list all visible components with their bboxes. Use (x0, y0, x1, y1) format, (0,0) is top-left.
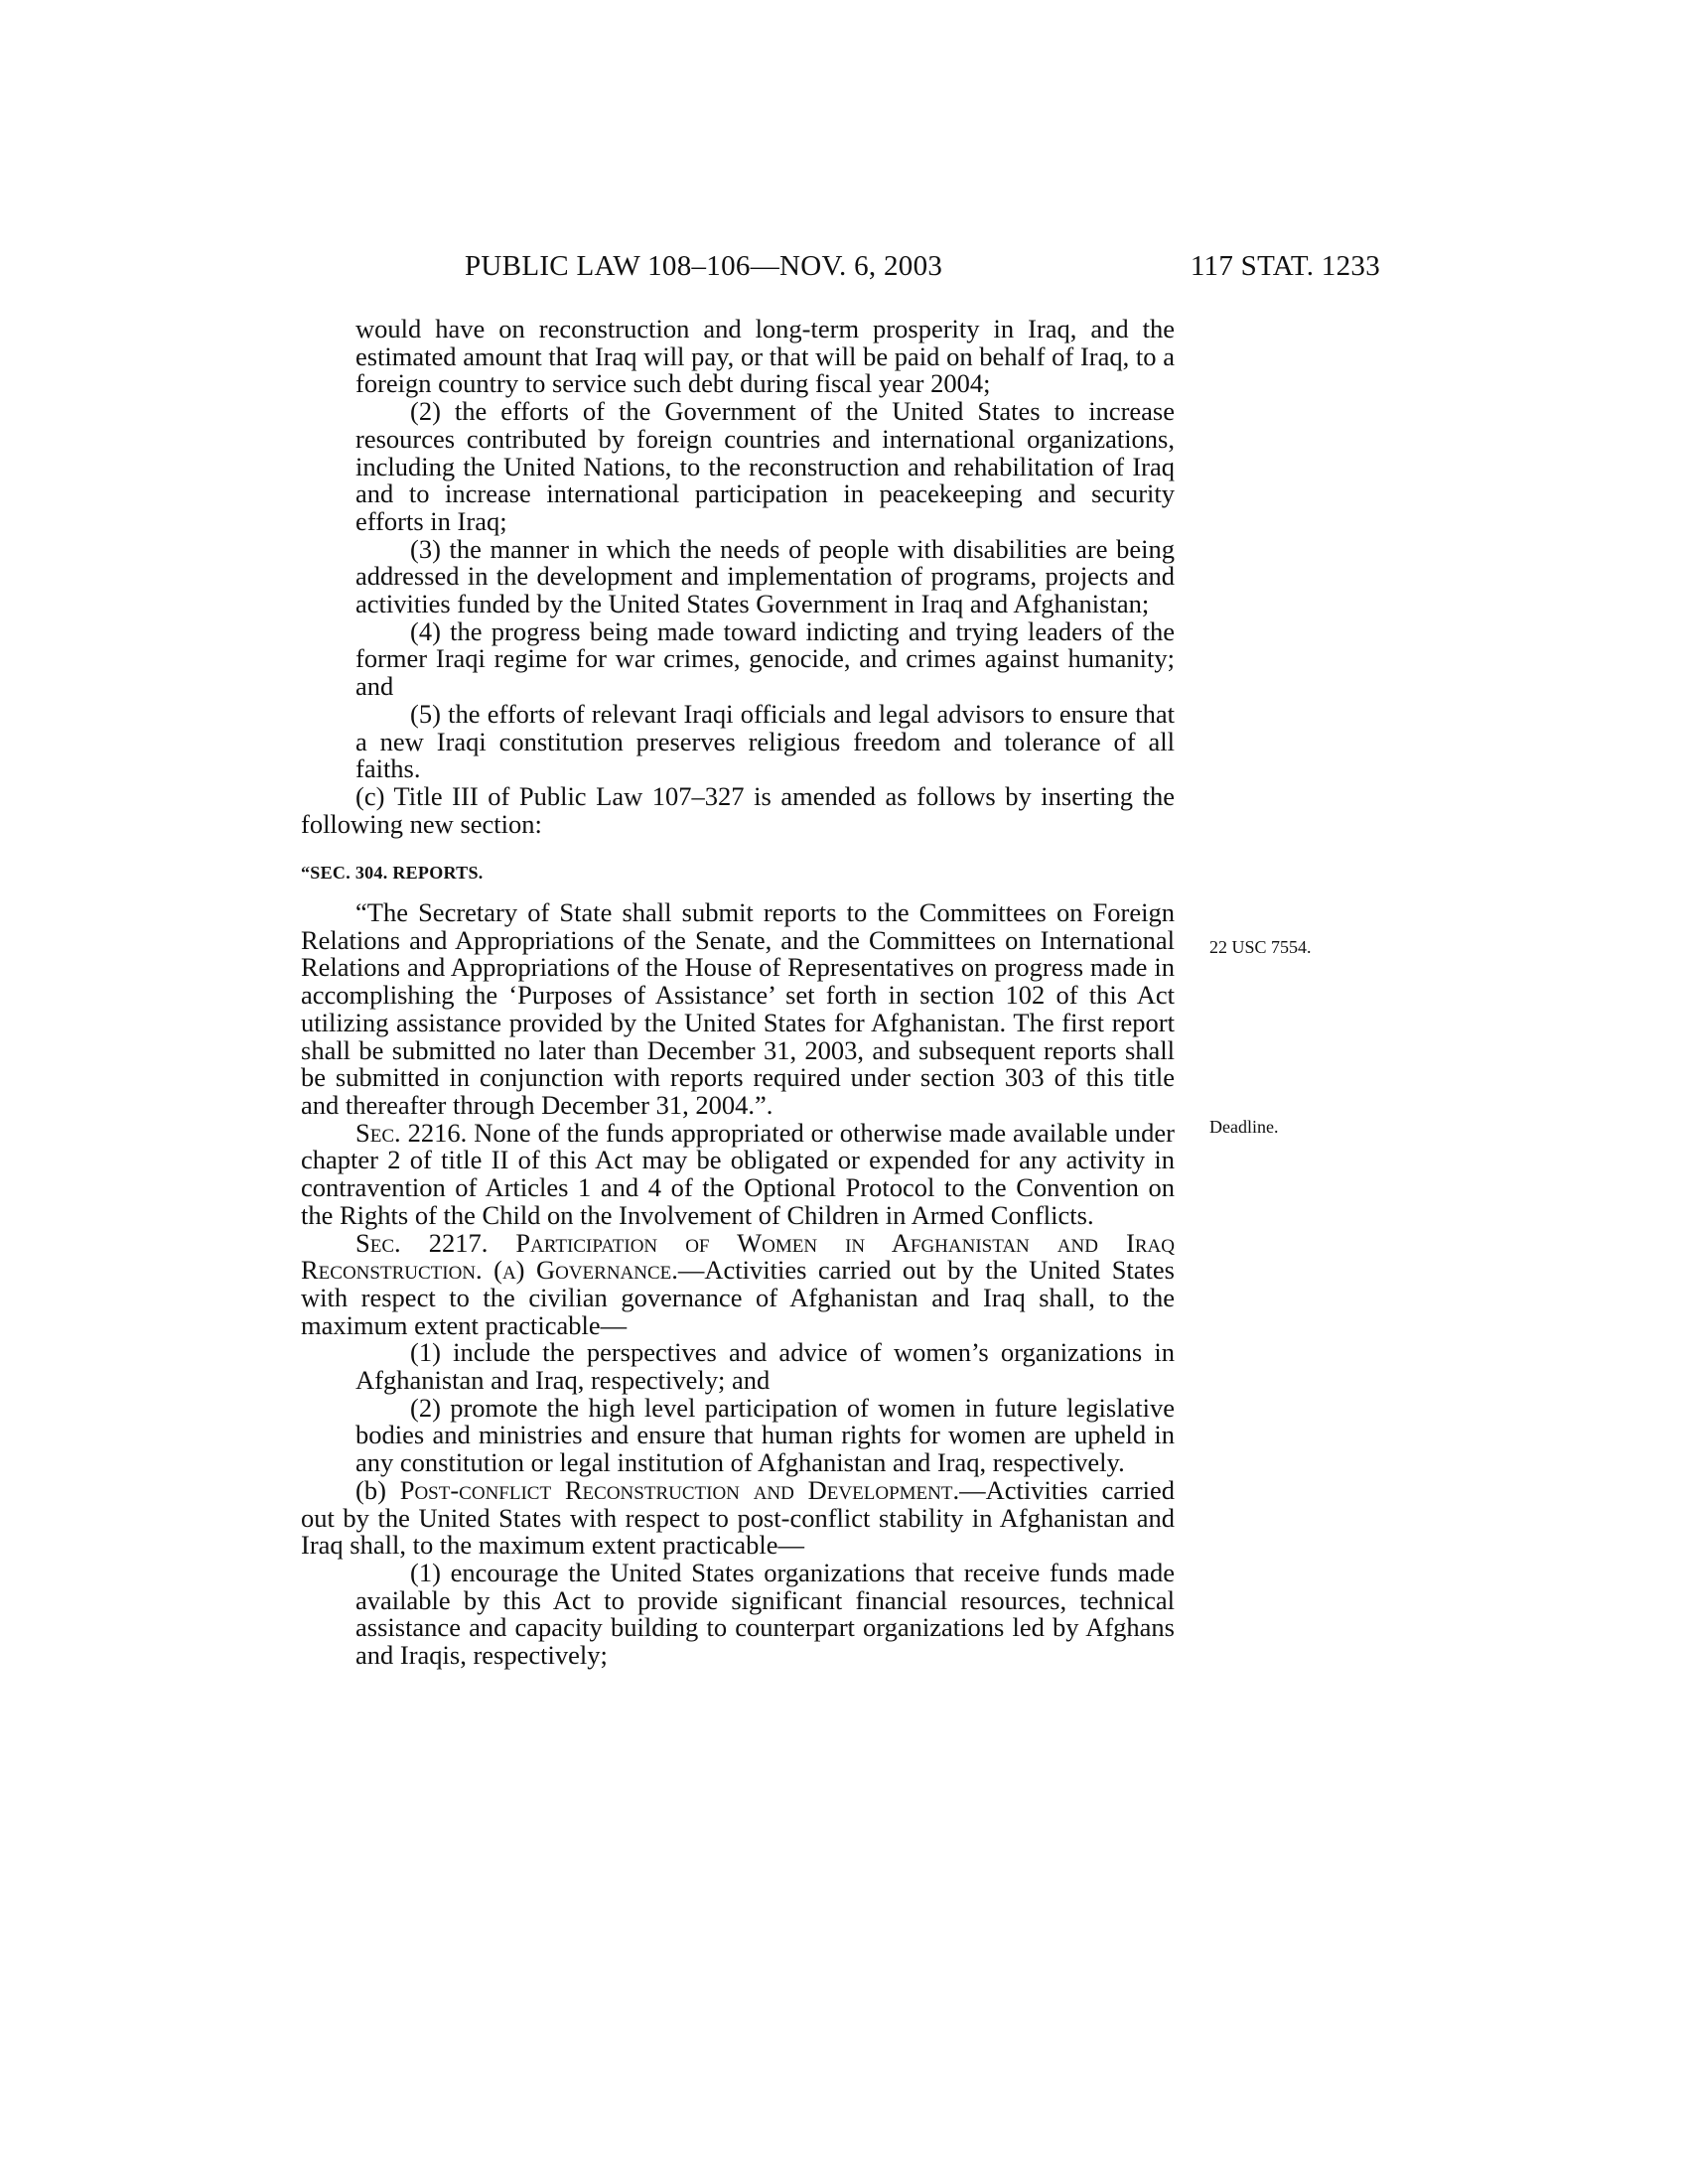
section-text: None of the funds appropriated or otherwise made available under chapter 2 of title II of this Act may be obligated or expended for any activity in contravention of Articles 1 and 4 of the Optional Protocol to the Convention on the Rights of the Child on the Involvement of Children in Armed Conflicts. (301, 1117, 1175, 1230)
paragraph-item-1b: (1) encourage the United States organizations that receive funds made available by this Act to provide significant financial resources, technical assistance and capacity building to counterpart organizations led by Afghans and Iraqis, respectively; (355, 1557, 1175, 1671)
subsection-heading: Post-conflict Reconstruction and Development. (399, 1474, 960, 1505)
paragraph-item-1: (1) include the perspectives and advice of women’s organizations in Afghanistan and Iraq, respectively; and (355, 1337, 1175, 1396)
page-header (298, 250, 1380, 290)
paragraph-subsection-c: (c) Title III of Public Law 107–327 is amended as follows by inserting the following new section: (301, 780, 1175, 839)
paragraph-item-5: (5) the efforts of relevant Iraqi officials and legal advisors to ensure that a new Iraqi constitution preserves religious freedom and tolerance of all faiths. (355, 698, 1175, 784)
section-heading: “SEC. 304. REPORTS. (301, 863, 484, 884)
running-head: PUBLIC LAW 108–106—NOV. 6, 2003 (465, 250, 943, 282)
section-number: Sec. 2217. (355, 1227, 489, 1258)
paragraph-item-2: (2) the efforts of the Government of the United States to increase resources contributed by foreign countries and international organizations, including the United Nations, to the reconstruction and rehabilitation of Iraq and to increase international participation in peacekeeping and security efforts in Iraq; (355, 396, 1175, 536)
paragraph-item-3: (3) the manner in which the needs of people with disabilities are being addressed in the development and implementation of programs, projects and activities funded by the United States Government in Iraq and Afghanistan; (355, 533, 1175, 619)
page-body (301, 316, 1175, 1670)
paragraph-item-4: (4) the progress being made toward indicting and trying leaders of the former Iraqi regime for war crimes, genocide, and crimes against humanity; and (355, 615, 1175, 702)
section-title: Participation of Women in Afghanistan and Iraq Reconstruction. (301, 1227, 1175, 1286)
margin-note-deadline: Deadline. (1209, 1117, 1279, 1137)
section-number: Sec. 2216. (355, 1117, 468, 1148)
subsection-heading: (a) Governance. (482, 1255, 678, 1286)
subsection-text: —Activities carried out by the United States with respect to post-conflict stability in Afghanistan and Iraq shall, to the maximum extent practicable— (301, 1474, 1175, 1561)
stat-page-number: 117 STAT. 1233 (1190, 250, 1380, 282)
subsection-lead: (b) (355, 1474, 400, 1505)
paragraph-subsection-b (301, 1474, 1175, 1561)
paragraph-sec-2217 (301, 1227, 1175, 1340)
section-text: —Activities carried out by the United States with respect to the civilian governance of Afghanistan and Iraq shall, to the maximum extent practicable— (301, 1255, 1175, 1340)
paragraph-sec-304: “The Secretary of State shall submit reports to the Committees on Foreign Relations and Appropriations of the Senate, and the Committees on International Relations and Appropriations of the House of Representatives on progress made in accomplishing the ‘Purposes of Assistance’ set forth in section 102 of this Act utilizing assistance provided by the United States for Afghanistan. The first report shall be submitted no later than December 31, 2003, and subsequent reports shall be submitted in conjunction with reports required under section 303 of this title and thereafter through December 31, 2004.”. (301, 897, 1175, 1120)
paragraph-sec-2216 (301, 1117, 1175, 1230)
margin-note-usc: 22 USC 7554. (1209, 937, 1312, 957)
paragraph-continuation: would have on reconstruction and long-term prosperity in Iraq, and the estimated amount that Iraq will pay, or that will be paid on behalf of Iraq, to a foreign country to service such debt during fiscal year 2004; (355, 314, 1175, 399)
paragraph-item-2b: (2) promote the high level participation of women in future legislative bodies and ministries and ensure that human rights for women are upheld in any constitution or legal institution of Afghanistan and Iraq, respectively. (355, 1392, 1175, 1478)
